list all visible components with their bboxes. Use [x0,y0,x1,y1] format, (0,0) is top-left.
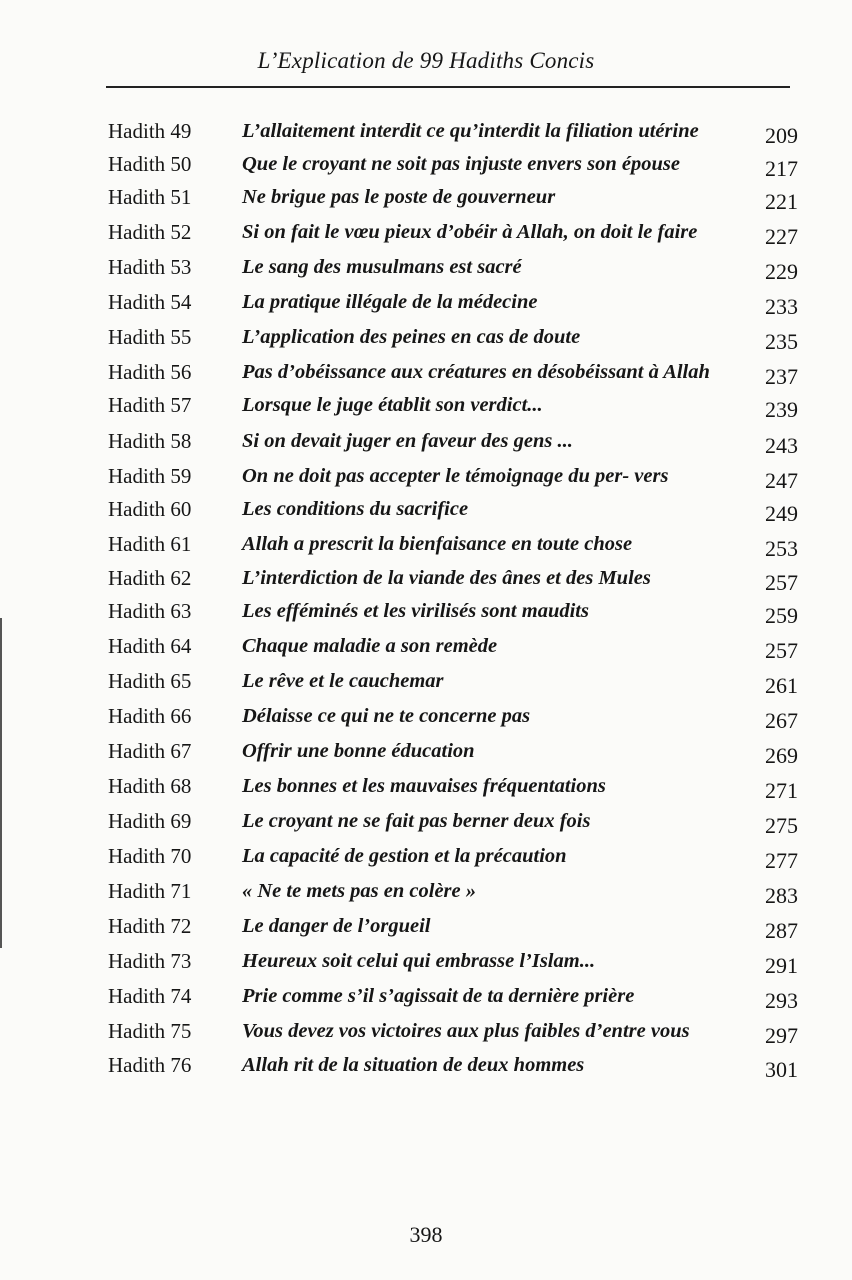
page-number: 239 [765,397,798,422]
hadith-number: Hadith 76 [108,1053,192,1077]
hadith-number: Hadith 61 [108,532,192,556]
hadith-title: Le croyant ne se fait pas berner deux fois [242,810,591,832]
hadith-number: Hadith 58 [108,429,192,453]
page-number: 261 [765,673,798,698]
hadith-number: Hadith 73 [108,949,192,973]
toc-entry [108,1052,798,1083]
page-number: 257 [765,638,798,663]
hadith-title: Les efféminés et les virilisés sont maudits [242,600,589,622]
running-header-title: L’Explication de 99 Hadiths Concis [257,48,595,73]
hadith-number: Hadith 55 [108,325,192,349]
hadith-title: Que le croyant ne soit pas injuste envers son épouse [242,153,680,175]
hadith-title: L’application des peines en cas de doute [242,326,581,348]
hadith-number: Hadith 50 [108,152,192,176]
hadith-number: Hadith 49 [108,119,192,143]
hadith-number: Hadith 65 [108,669,192,693]
hadith-title: Vous devez vos victoires aux plus faibles d’entre vous [242,1020,690,1042]
hadith-title: Le rêve et le cauchemar [242,670,444,692]
hadith-title: Pas d’obéissance aux créatures en désobéissant à Allah [242,361,710,383]
hadith-title: La capacité de gestion et la précaution [242,845,567,867]
page-number: 217 [765,156,798,181]
page-number: 209 [765,123,798,148]
table-of-contents [108,118,798,1083]
page-number: 269 [765,743,798,768]
page-number: 267 [765,708,798,733]
page-number: 243 [765,433,798,458]
page-number: 283 [765,883,798,908]
page-number: 237 [765,364,798,389]
hadith-title: Allah rit de la situation de deux hommes [242,1054,585,1076]
hadith-title: Prie comme s’il s’agissait de ta dernière prière [242,985,635,1007]
page-number: 235 [765,329,798,354]
hadith-title: Les conditions du sacrifice [242,498,469,520]
hadith-number: Hadith 74 [108,984,192,1008]
page-number: 301 [765,1057,798,1082]
hadith-number: Hadith 67 [108,739,192,763]
toc-entry [108,184,798,215]
toc-entry [108,598,798,629]
toc-entry [108,151,798,182]
header-rule [106,86,790,88]
hadith-title: Le sang des musulmans est sacré [242,256,522,278]
toc-entry [108,948,798,979]
toc-entry [108,254,798,285]
toc-entry [108,463,798,494]
page-number: 277 [765,848,798,873]
hadith-number: Hadith 75 [108,1019,192,1043]
page-edge-shadow [0,618,2,948]
hadith-number: Hadith 63 [108,599,192,623]
toc-entry [108,668,798,699]
page-number: 259 [765,603,798,628]
hadith-number: Hadith 53 [108,255,192,279]
hadith-number: Hadith 54 [108,290,192,314]
hadith-number: Hadith 51 [108,185,192,209]
toc-entry [108,808,798,839]
page-number: 297 [765,1023,798,1048]
toc-entry [108,633,798,664]
hadith-number: Hadith 60 [108,497,192,521]
toc-entry [108,219,798,250]
hadith-title: Heureux soit celui qui embrasse l’Islam... [242,950,596,972]
toc-entry [108,428,798,459]
page-number: 271 [765,778,798,803]
page-folio: 398 [409,1222,443,1247]
hadith-number: Hadith 66 [108,704,192,728]
page-number: 233 [765,294,798,319]
toc-entry [108,878,798,909]
hadith-number: Hadith 64 [108,634,192,658]
page-number: 257 [765,570,798,595]
hadith-title: Si on fait le vœu pieux d’obéir à Allah, on doit le faire [242,221,698,243]
hadith-title: Lorsque le juge établit son verdict... [242,394,543,416]
hadith-title: Allah a prescrit la bienfaisance en toute chose [242,533,633,555]
hadith-number: Hadith 62 [108,566,192,590]
hadith-title: Les bonnes et les mauvaises fréquentations [242,775,606,797]
toc-entry [108,531,798,562]
toc-entry [108,773,798,804]
toc-entry [108,359,798,390]
page-number: 253 [765,536,798,561]
toc-entry [108,983,798,1014]
hadith-number: Hadith 59 [108,464,192,488]
hadith-number: Hadith 56 [108,360,192,384]
toc-entry [108,496,798,527]
page-number: 291 [765,953,798,978]
toc-entry [108,118,798,149]
page-number: 221 [765,189,798,214]
toc-entry [108,392,798,423]
page-number: 287 [765,918,798,943]
hadith-title: Délaisse ce qui ne te concerne pas [242,705,531,727]
toc-entry [108,324,798,355]
hadith-title: Ne brigue pas le poste de gouverneur [242,186,556,208]
page-number: 293 [765,988,798,1013]
toc-entry [108,913,798,944]
hadith-number: Hadith 72 [108,914,192,938]
page-number: 249 [765,501,798,526]
hadith-title: L’interdiction de la viande des ânes et des Mules [242,567,651,589]
page-number: 247 [765,468,798,493]
hadith-title: On ne doit pas accepter le témoignage du per- vers [242,465,669,487]
toc-entry [108,565,798,596]
toc-entry [108,738,798,769]
hadith-title: L’allaitement interdit ce qu’interdit la filiation utérine [242,120,699,142]
hadith-title: Offrir une bonne éducation [242,740,475,762]
hadith-title: Si on devait juger en faveur des gens ... [242,430,573,452]
hadith-number: Hadith 71 [108,879,192,903]
hadith-number: Hadith 57 [108,393,192,417]
toc-entry [108,843,798,874]
hadith-title: Chaque maladie a son remède [242,635,498,657]
toc-entry [108,289,798,320]
hadith-title: Le danger de l’orgueil [242,915,431,937]
page-number: 229 [765,259,798,284]
hadith-number: Hadith 69 [108,809,192,833]
toc-entry [108,1018,798,1049]
hadith-number: Hadith 52 [108,220,192,244]
hadith-title: « Ne te mets pas en colère » [242,880,476,902]
hadith-number: Hadith 68 [108,774,192,798]
hadith-number: Hadith 70 [108,844,192,868]
page-number: 275 [765,813,798,838]
hadith-title: La pratique illégale de la médecine [242,291,538,313]
page-number: 227 [765,224,798,249]
toc-entry [108,703,798,734]
